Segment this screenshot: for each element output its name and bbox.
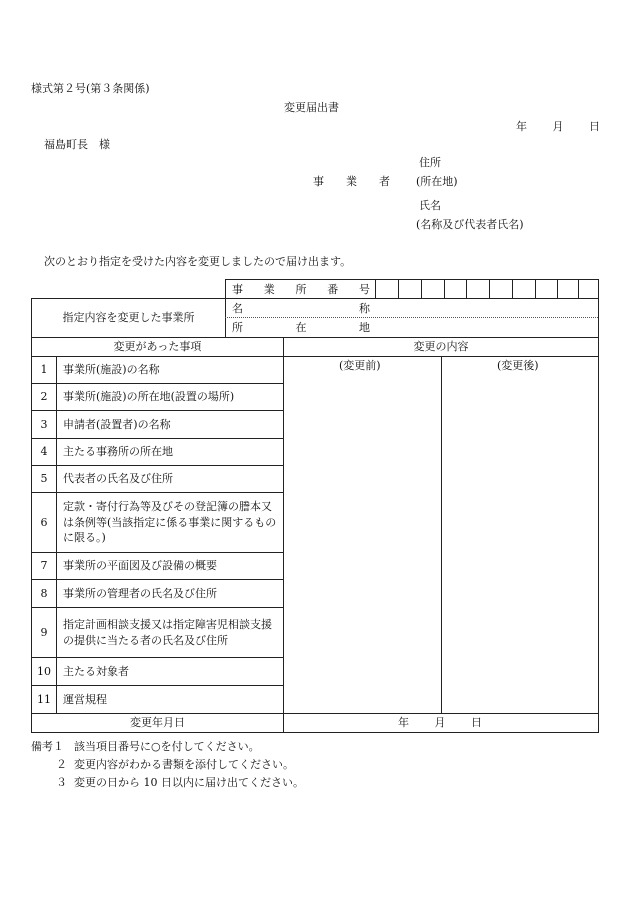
item-no: 4 [40, 445, 48, 459]
before-label: (変更前) [339, 359, 381, 372]
change-date-day: 日 [471, 716, 482, 729]
item-text: 事業所(施設)の所在地(設置の場所) [63, 390, 235, 404]
item-no: 9 [40, 625, 48, 639]
name-sublabel: (名称及び代表者氏名) [416, 218, 524, 231]
content-header: 変更の内容 [413, 340, 469, 354]
name-label: 氏名 [419, 199, 441, 212]
item-text: 定款・寄付行為等及びその登記簿の謄本又は条例等(当該指定に係る事業に関するものに限る。) [63, 499, 277, 545]
items-header: 変更があった事項 [113, 340, 202, 354]
item-text: 申請者(設置者)の名称 [63, 417, 171, 431]
office-label: 指定内容を変更した事業所 [62, 311, 195, 325]
change-date-year: 年 [398, 716, 409, 729]
item-no: 3 [40, 417, 48, 431]
address-label: 住所 [419, 156, 441, 169]
item-no: 6 [40, 515, 48, 529]
change-date-month: 月 [434, 716, 446, 729]
item-text: 指定計画相談支援又は指定障害児相談支援の提供に当たる者の氏名及び住所 [63, 617, 272, 647]
submission-date [516, 121, 600, 132]
item-no: 11 [37, 692, 51, 706]
item-no: 7 [40, 559, 48, 573]
item-text: 事業所の管理者の氏名及び住所 [63, 586, 217, 600]
date-year: 年 [516, 120, 527, 133]
office-name-label: 名 称 [232, 302, 370, 315]
item-text: 運営規程 [63, 692, 107, 706]
note-3-text: 変更の日から 10 日以内に届け出てください。 [74, 776, 304, 789]
note-1-prefix: 備考１ [31, 740, 64, 753]
item-text: 事業所(施設)の名称 [63, 363, 160, 377]
item-no: 2 [40, 390, 48, 404]
note-2-text: 変更内容がわかる書類を添付してください。 [74, 758, 294, 771]
form-number: 様式第２号(第３条関係) [31, 82, 150, 95]
applicant-role: 事 業 者 [313, 175, 390, 188]
change-date [398, 717, 482, 728]
office-location-label: 所 在 地 [232, 321, 370, 334]
item-text: 事業所の平面図及び設備の概要 [63, 559, 217, 573]
item-no: 8 [40, 586, 48, 600]
date-month: 月 [552, 120, 564, 133]
item-text: 主たる事務所の所在地 [63, 445, 173, 459]
item-no: 10 [37, 664, 51, 678]
intro-text: 次のとおり指定を受けた内容を変更しましたので届け出ます。 [44, 255, 352, 268]
item-no: 5 [40, 472, 48, 486]
note-3-prefix: ３ [56, 776, 67, 789]
item-text: 主たる対象者 [63, 664, 129, 678]
form-title: 変更届出書 [284, 101, 339, 114]
addressee: 福島町長 様 [44, 138, 110, 151]
note-1-text: 該当項目番号に○を付してください。 [74, 740, 260, 753]
note-2-prefix: ２ [56, 758, 67, 771]
change-date-label: 変更年月日 [130, 716, 185, 730]
after-label: (変更後) [497, 359, 539, 372]
office-number-label: 事 業 所 番 号 [232, 283, 370, 296]
item-no: 1 [40, 363, 48, 377]
address-sublabel: (所在地) [416, 175, 458, 188]
item-text: 代表者の氏名及び住所 [63, 472, 173, 486]
date-day: 日 [589, 120, 600, 133]
